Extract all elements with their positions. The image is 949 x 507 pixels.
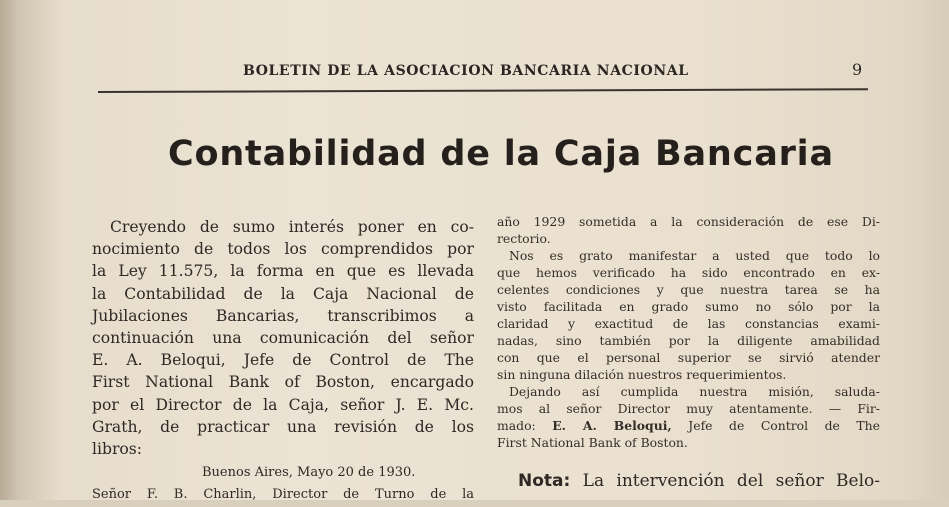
signature-name: E. A. Beloqui, [552, 418, 672, 433]
nota-paragraph [518, 470, 880, 492]
left-column [92, 216, 474, 507]
right-column [497, 213, 880, 451]
body-line: libros: [92, 440, 143, 459]
body-line: la Contabilidad de la Caja Nacional de [92, 284, 474, 303]
body-line: First National Bank of Boston. [497, 435, 688, 450]
body-line: Jubilaciones Bancarias, transcribimos a [92, 306, 474, 325]
body-line: rectorio. [497, 231, 551, 246]
body-line: sin ninguna dilación nuestros requerimientos. [497, 367, 787, 382]
body-line: nocimiento de todos los comprendidos por [92, 240, 474, 259]
body-line: celentes condiciones y que nuestra tarea se ha [497, 282, 880, 297]
page-number: 9 [852, 60, 863, 79]
nota-text: La intervención del señor Belo- [582, 471, 880, 491]
body-line: E. A. Beloqui, Jefe de Control de The [92, 351, 474, 370]
nota-label: Nota: [518, 471, 571, 491]
letter-salutation: Señor F. B. Charlin, Director de Turno de la [92, 487, 474, 503]
running-header: BOLETIN DE LA ASOCIACION BANCARIA NACIONAL [243, 63, 689, 79]
body-line: claridad y exactitud de las constancias exami- [497, 316, 880, 331]
body-line: visto facilitada en grado sumo no sólo por la [497, 299, 880, 314]
signature-line [497, 417, 880, 434]
body-line: First National Bank of Boston, encargado [92, 373, 474, 392]
body-line: mos al señor Director muy atentamente. — Fir- [497, 401, 880, 416]
body-line: con que el personal superior se sirvió atender [497, 350, 880, 365]
body-line: Dejando así cumplida nuestra misión, saluda- [509, 384, 880, 399]
signature-title: Jefe de Control de The [688, 418, 880, 433]
body-line: Nos es grato manifestar a usted que todo lo [509, 248, 880, 263]
letter-date: Buenos Aires, Mayo 20 de 1930. [202, 465, 416, 481]
signature-label: mado: [497, 418, 536, 433]
body-line: Creyendo de sumo interés poner en co- [110, 218, 474, 236]
body-line: Grath, de practicar una revisión de los [92, 417, 474, 436]
body-line: continuación una comunicación del señor [92, 329, 474, 348]
body-line: que hemos verificado ha sido encontrado en ex- [497, 265, 880, 280]
body-line: nadas, sino también por la diligente amabilidad [497, 333, 880, 348]
header-rule [98, 88, 868, 93]
body-line: por el Director de la Caja, señor J. E. Mc. [92, 395, 474, 414]
body-line: año 1929 sometida a la consideración de ese Di- [497, 214, 880, 229]
body-line: la Ley 11.575, la forma en que es llevada [92, 262, 474, 281]
article-title: Contabilidad de la Caja Bancaria [168, 134, 834, 174]
